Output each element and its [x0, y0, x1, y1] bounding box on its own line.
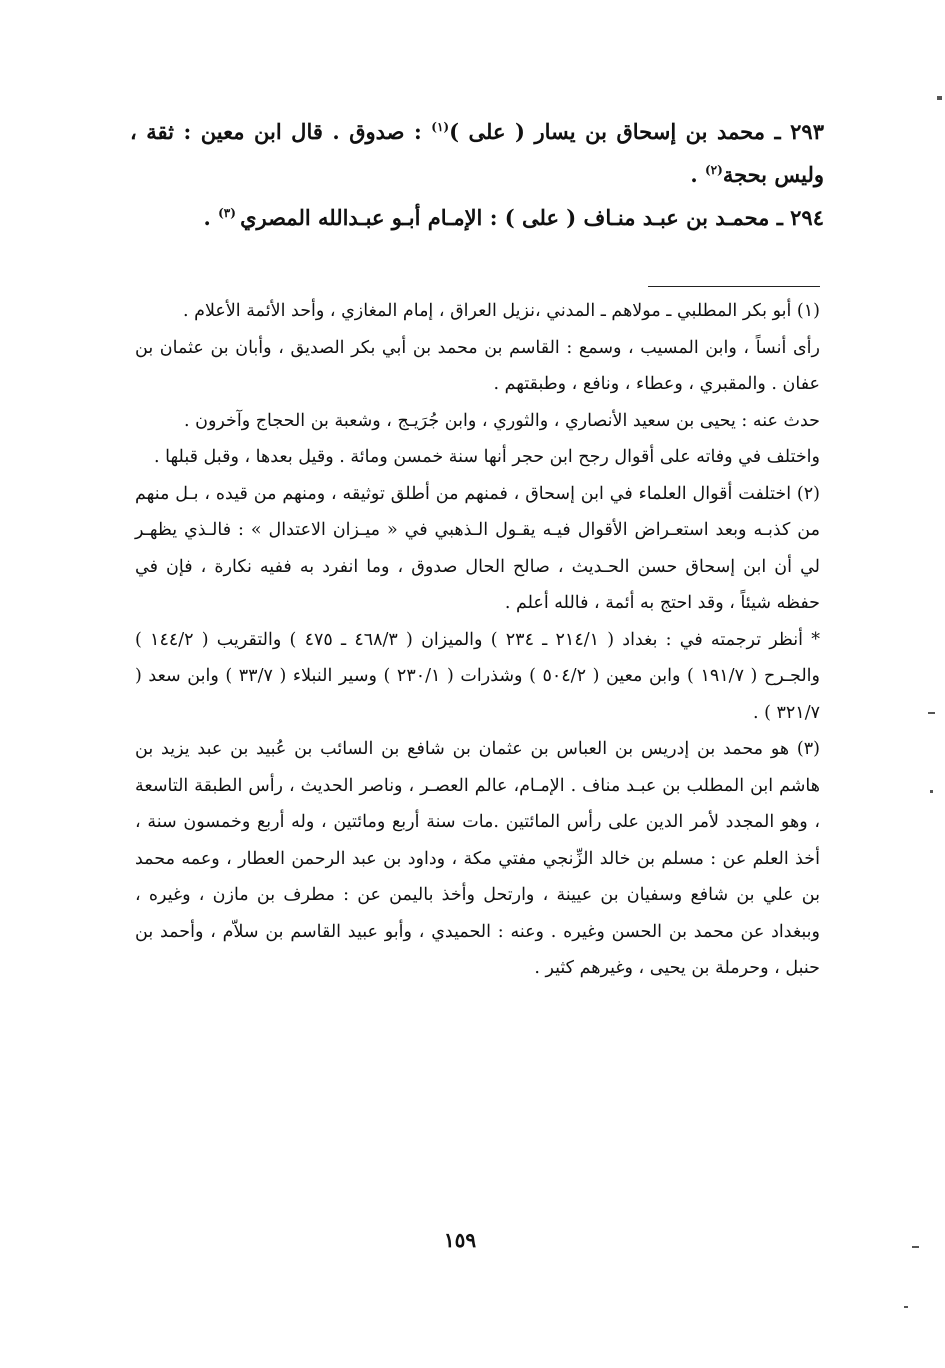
scan-mark [904, 1306, 908, 1308]
footnote-3: (٣) هو محمد بن إدريس بن العباس بن عثمان بن شافع بن السائب بن عُبيد بن عبد يزيد بن هاشم ابن المطلب بن عبـد مناف . الإمـام، عالم العصـر ، وناصر الحديث ، رأس الطبقة التاسعة ، وهو المجدد لأمر الدين على رأس المائتين .مات سنة أربع ومائتين ، وله أربع وخمسون سنة ، أخذ العلم عن : مسلم بن خالد الزِّنجي مفتي مكة ، وداود بن عبد الرحمن العطار ، وعمه محمد بن علي بن شافع وسفيان بن عيينة ، وارتحل وأخذ باليمن عن : مطرف بن مازن ، وغيره ، وببغداد عن محمد بن الحسن وغيره . وعنه : الحميدي ، وأبو عبيد القاسم بن سلاّم ، وأحمد بن حنبل ، وحرملة بن يحيى ، وغيرهم كثير . [135, 739, 820, 978]
footnotes [135, 293, 820, 987]
footnote-ref-1: (١) [431, 120, 450, 134]
entry-294: ٢٩٤ ـ محمـد بن عبـد منـاف ( على ) : الإمـام أبـو عبـدالله المصري $^{(٣)}$ . [203, 205, 824, 230]
scan-mark [928, 712, 935, 714]
entry-293: ٢٩٣ ـ محمد بن إسحاق بن يسار ( على )$^{(١)}$ : صدوق . قال ابن معين : ثقة ، وليس بحجة$^{(٢)}$ . [130, 119, 824, 187]
scan-mark [937, 96, 942, 100]
footnote-1-para: حدث عنه : يحيى بن سعيد الأنصاري ، والثوري ، وابن جُرَيـج ، وشعبة بن الحجاج وآخرون . [183, 410, 820, 431]
footnote-ref-2: (٢) [704, 163, 723, 177]
footnote-1-para: واختلف في وفاته على أقوال رجح ابن حجر أنها سنة خمسن ومائة . وقيل بعدها ، وقبل قبلها . [154, 447, 820, 467]
footnote-divider [648, 286, 820, 287]
footnote-sources: * أنظر ترجمته في : بغداد ( ٢١٤/١ ـ ٢٣٤ ) والميزان ( ٤٦٨/٣ ـ ٤٧٥ ) والتقريب ( ١٤٤/٢ ) والجـرح ( ١٩١/٧ ) وابن معين ( ٥٠٤/٢ ) وشذرات ( ٢٣٠/١ ) وسير النبلاء ( ٣٣/٧ ) وابن سعد ( ٣٢١/٧ ) . [135, 629, 820, 723]
footnote-1-para: (١) أبو بكر المطلبي ـ مولاهم ـ المدني ،نزيل العراق ، إمام المغازي ، وأحد الأئمة الأعلام . [182, 301, 820, 321]
footnote-1-para: رأى أنساً ، وابن المسيب ، وسمع : القاسم بن محمد بن أبي بكر الصديق ، وأبان بن عثمان بن عفان . والمقبري ، وعطاء ، ونافع ، وطبقتهم . [135, 337, 820, 394]
scan-mark [912, 1246, 919, 1248]
page-number: ١٥٩ [443, 1228, 477, 1252]
main-entries [130, 110, 824, 239]
footnote-ref-3: (٣) [218, 206, 241, 220]
scan-mark [930, 790, 933, 793]
footnote-2: (٢) اختلفت أقوال العلماء في ابن إسحاق ، فمنهم من أطلق توثيقه ، ومنهم من قيده ، بـل منهم من كذبـه وبعد استعـراض الأقوال فيـه يقـول الـذهبي في « ميـزان الاعتدال » : فالـذي يظهـر لي أن ابن إسحاق حسن الحـديث ، صالح الحال صدوق ، وما انفرد به ففيه نكارة ، فإن في حفظه شيئاً ، وقد احتج به أئمة ، فالله أعلم . [135, 483, 820, 613]
